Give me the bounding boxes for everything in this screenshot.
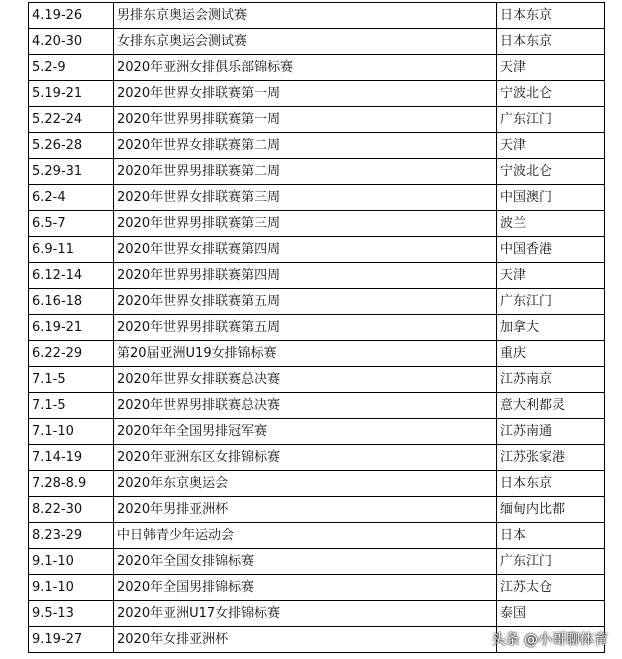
date-cell: 9.19-27 <box>29 627 114 653</box>
venue-cell: 日本东京 <box>497 471 605 497</box>
venue-cell: 广东江门 <box>497 289 605 315</box>
venue-cell: 日本东京 <box>497 3 605 29</box>
date-cell: 8.23-29 <box>29 523 114 549</box>
table-row <box>29 29 605 55</box>
table-row <box>29 471 605 497</box>
event-cell: 男排东京奥运会测试赛 <box>114 3 497 29</box>
event-cell: 2020年世界女排联赛第四周 <box>114 237 497 263</box>
date-cell: 9.1-10 <box>29 549 114 575</box>
event-cell: 2020年亚洲东区女排锦标赛 <box>114 445 497 471</box>
table-row <box>29 3 605 29</box>
date-cell: 7.28-8.9 <box>29 471 114 497</box>
event-cell: 2020年年全国男排冠军赛 <box>114 419 497 445</box>
watermark-text: 头条 @小哥聊体育 <box>491 632 608 648</box>
date-cell: 4.19-26 <box>29 3 114 29</box>
date-cell: 6.16-18 <box>29 289 114 315</box>
table-row <box>29 237 605 263</box>
table-row <box>29 185 605 211</box>
date-cell: 5.29-31 <box>29 159 114 185</box>
event-cell: 第20届亚洲U19女排锦标赛 <box>114 341 497 367</box>
venue-cell: 重庆 <box>497 341 605 367</box>
venue-cell: 日本东京 <box>497 29 605 55</box>
venue-cell: 天津 <box>497 55 605 81</box>
date-cell: 5.19-21 <box>29 81 114 107</box>
event-cell: 2020年亚洲U17女排锦标赛 <box>114 601 497 627</box>
event-cell: 2020年世界男排联赛总决赛 <box>114 393 497 419</box>
table-row <box>29 289 605 315</box>
venue-cell: 意大利都灵 <box>497 393 605 419</box>
venue-cell: 波兰 <box>497 211 605 237</box>
table-row <box>29 601 605 627</box>
table-row <box>29 497 605 523</box>
table-row <box>29 81 605 107</box>
table-row <box>29 55 605 81</box>
table-row <box>29 107 605 133</box>
table-row <box>29 419 605 445</box>
venue-cell: 江苏南京 <box>497 367 605 393</box>
venue-cell: 宁波北仑 <box>497 159 605 185</box>
table-row <box>29 523 605 549</box>
venue-cell: 天津 <box>497 133 605 159</box>
table-row <box>29 263 605 289</box>
event-cell: 2020年世界女排联赛第二周 <box>114 133 497 159</box>
venue-cell: 缅甸内比都 <box>497 497 605 523</box>
event-cell: 2020年世界女排联赛第五周 <box>114 289 497 315</box>
date-cell: 6.9-11 <box>29 237 114 263</box>
event-cell: 2020年世界女排联赛第三周 <box>114 185 497 211</box>
date-cell: 5.2-9 <box>29 55 114 81</box>
date-cell: 7.14-19 <box>29 445 114 471</box>
event-cell: 2020年世界女排联赛总决赛 <box>114 367 497 393</box>
venue-cell: 江苏南通 <box>497 419 605 445</box>
event-cell: 2020年世界男排联赛第五周 <box>114 315 497 341</box>
date-cell: 7.1-10 <box>29 419 114 445</box>
event-cell: 2020年东京奥运会 <box>114 471 497 497</box>
event-cell: 2020年世界男排联赛第三周 <box>114 211 497 237</box>
venue-cell: 广东江门 <box>497 549 605 575</box>
event-cell: 2020年全国女排锦标赛 <box>114 549 497 575</box>
date-cell: 9.5-13 <box>29 601 114 627</box>
date-cell: 6.22-29 <box>29 341 114 367</box>
venue-cell: 广东江门 <box>497 107 605 133</box>
event-cell: 2020年世界女排联赛第一周 <box>114 81 497 107</box>
event-cell: 2020年男排亚洲杯 <box>114 497 497 523</box>
date-cell: 6.12-14 <box>29 263 114 289</box>
date-cell: 6.5-7 <box>29 211 114 237</box>
date-cell: 6.2-4 <box>29 185 114 211</box>
table-row <box>29 393 605 419</box>
event-cell: 中日韩青少年运动会 <box>114 523 497 549</box>
date-cell: 7.1-5 <box>29 393 114 419</box>
table-row <box>29 315 605 341</box>
table-row <box>29 549 605 575</box>
venue-cell: 泰国 <box>497 601 605 627</box>
venue-cell: 宁波北仑 <box>497 81 605 107</box>
venue-cell: 中国香港 <box>497 237 605 263</box>
venue-cell: 江苏太仓 <box>497 575 605 601</box>
event-cell: 2020年世界男排联赛第一周 <box>114 107 497 133</box>
venue-cell: 日本 <box>497 523 605 549</box>
venue-cell: 中国澳门 <box>497 185 605 211</box>
event-cell: 2020年世界男排联赛第四周 <box>114 263 497 289</box>
event-cell: 2020年全国男排锦标赛 <box>114 575 497 601</box>
table-row <box>29 133 605 159</box>
table-row <box>29 445 605 471</box>
event-cell: 2020年女排亚洲杯 <box>114 627 497 653</box>
date-cell: 7.1-5 <box>29 367 114 393</box>
schedule-table <box>28 2 605 653</box>
table-row <box>29 159 605 185</box>
venue-cell: 天津 <box>497 263 605 289</box>
table-row <box>29 211 605 237</box>
venue-cell: 江苏张家港 <box>497 445 605 471</box>
event-cell: 2020年世界男排联赛第二周 <box>114 159 497 185</box>
venue-cell: 加拿大 <box>497 315 605 341</box>
date-cell: 9.1-10 <box>29 575 114 601</box>
event-cell: 2020年亚洲女排俱乐部锦标赛 <box>114 55 497 81</box>
table-row <box>29 367 605 393</box>
schedule-body <box>29 3 605 653</box>
table-row <box>29 341 605 367</box>
date-cell: 8.22-30 <box>29 497 114 523</box>
date-cell: 6.19-21 <box>29 315 114 341</box>
table-row <box>29 575 605 601</box>
date-cell: 4.20-30 <box>29 29 114 55</box>
event-cell: 女排东京奥运会测试赛 <box>114 29 497 55</box>
date-cell: 5.22-24 <box>29 107 114 133</box>
date-cell: 5.26-28 <box>29 133 114 159</box>
